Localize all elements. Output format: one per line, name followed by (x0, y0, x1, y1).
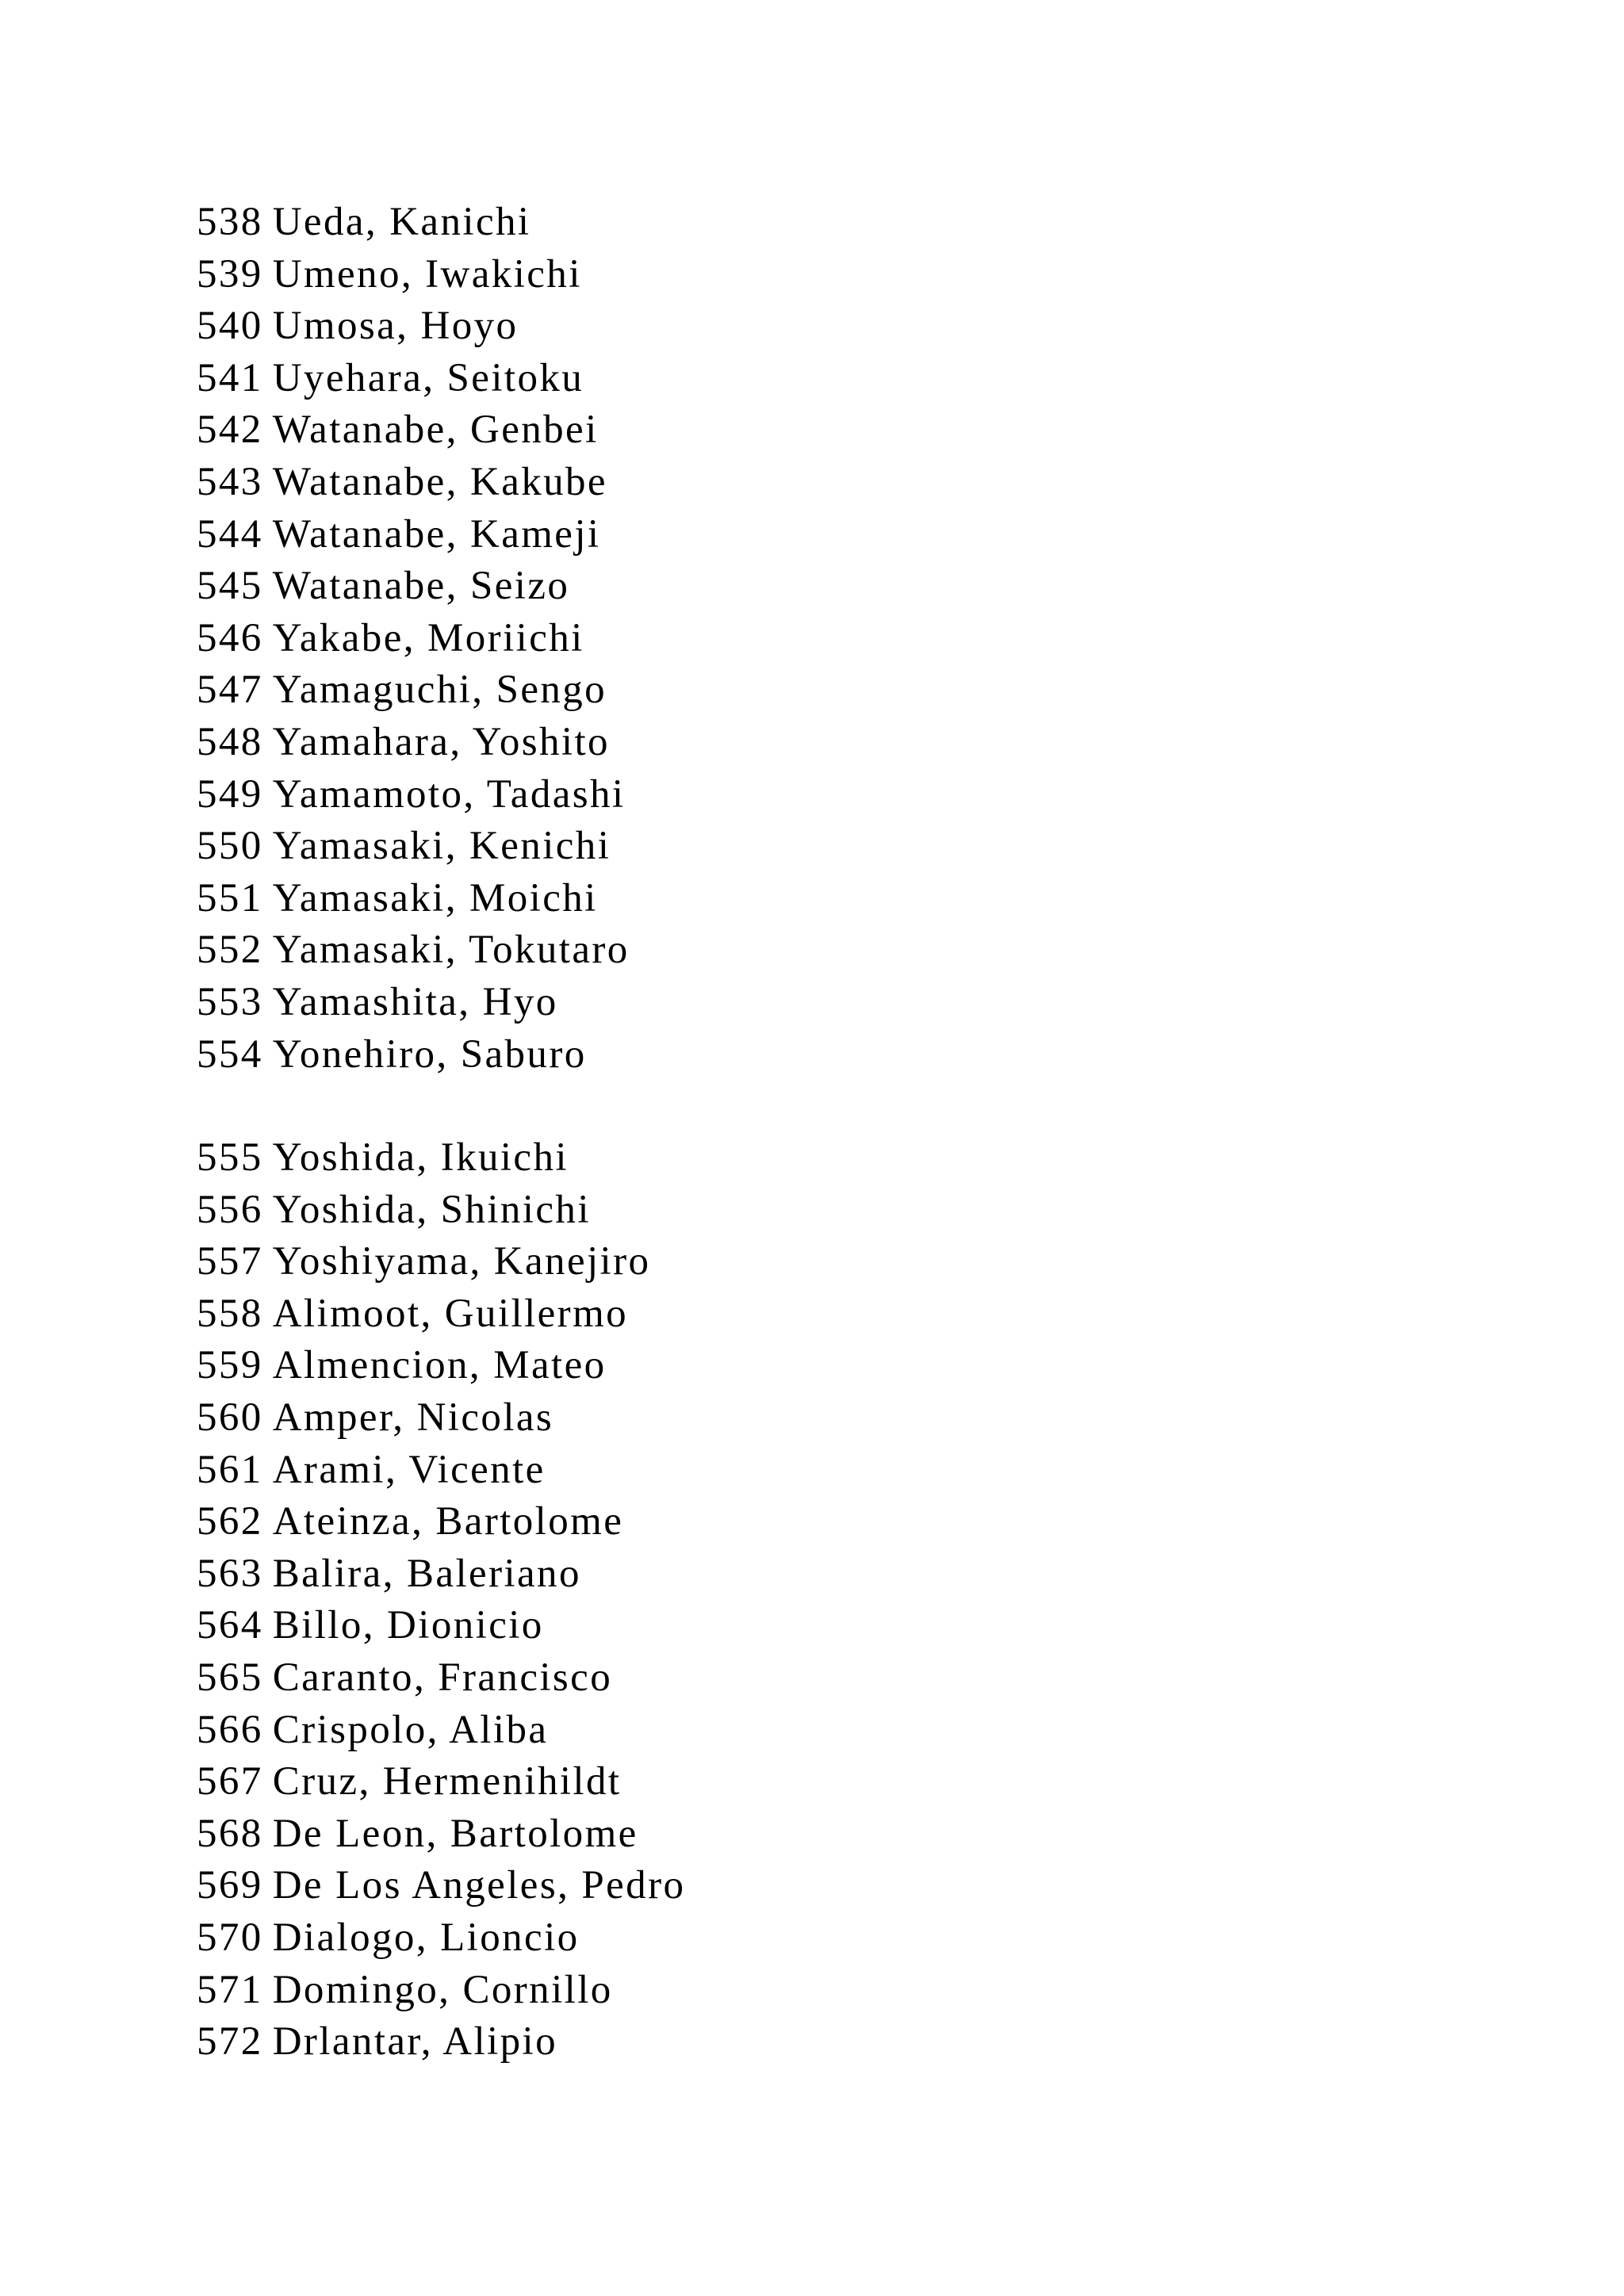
entry-number: 570 (197, 1915, 263, 1960)
list-item (197, 924, 630, 977)
list-item (197, 769, 630, 821)
entry-number: 542 (197, 408, 263, 453)
entry-name: Balira, Baleriano (272, 1551, 581, 1596)
list-item (197, 1445, 685, 1497)
list-item (197, 1132, 685, 1184)
list-item (197, 457, 630, 509)
list-item (197, 1548, 685, 1601)
entry-name: Watanabe, Kameji (272, 511, 601, 557)
entry-name: Dialogo, Lioncio (272, 1915, 580, 1960)
entry-number: 539 (197, 251, 263, 297)
entry-number: 549 (197, 771, 263, 817)
list-item (197, 561, 630, 613)
entry-number: 564 (197, 1603, 263, 1648)
list-item (197, 1808, 685, 1861)
list-item (197, 2016, 685, 2068)
entry-name: De Los Angeles, Pedro (272, 1863, 686, 1908)
entry-number: 538 (197, 200, 263, 244)
list-item (197, 1288, 685, 1341)
entry-number: 550 (197, 824, 263, 869)
entry-name: Alimoot, Guillermo (272, 1291, 629, 1336)
entry-number: 554 (197, 1031, 263, 1077)
entry-name: De Leon, Bartolome (272, 1811, 638, 1856)
entry-number: 553 (197, 979, 263, 1024)
list-item (197, 353, 630, 405)
entry-number: 561 (197, 1447, 263, 1492)
entry-number: 551 (197, 875, 263, 920)
list-item (197, 1652, 685, 1705)
entry-name: Amper, Nicolas (272, 1395, 554, 1440)
name-list-block (197, 1132, 685, 2068)
entry-name: Domingo, Cornillo (272, 1967, 613, 2012)
name-list-block (197, 197, 630, 1081)
entry-number: 544 (197, 511, 263, 557)
list-item (197, 873, 630, 925)
list-item (197, 1965, 685, 2017)
entry-name: Crispolo, Aliba (272, 1707, 549, 1752)
entry-number: 569 (197, 1863, 263, 1908)
entry-name: Umosa, Hoyo (272, 304, 519, 349)
entry-name: Yamashita, Hyo (272, 979, 558, 1024)
entry-number: 540 (197, 304, 263, 349)
list-item (197, 821, 630, 873)
list-item (197, 300, 630, 353)
entry-name: Watanabe, Seizo (272, 564, 570, 609)
entry-number: 559 (197, 1343, 263, 1388)
list-item (197, 1340, 685, 1392)
list-item (197, 509, 630, 561)
entry-number: 560 (197, 1395, 263, 1440)
entry-name: Cruz, Hermenihildt (272, 1759, 622, 1804)
list-item (197, 717, 630, 769)
entry-number: 567 (197, 1759, 263, 1804)
entry-name: Watanabe, Kakube (272, 459, 607, 504)
entry-name: Yamaguchi, Sengo (272, 668, 607, 713)
entry-name: Yamasaki, Moichi (272, 875, 598, 920)
entry-number: 568 (197, 1811, 263, 1856)
entry-name: Yakabe, Moriichi (272, 615, 584, 660)
entry-name: Ateinza, Bartolome (272, 1499, 624, 1544)
entry-name: Yamahara, Yoshito (272, 719, 610, 764)
entry-number: 565 (197, 1655, 263, 1700)
entry-name: Ueda, Kanichi (272, 200, 531, 244)
list-item (197, 1912, 685, 1965)
entry-number: 545 (197, 564, 263, 609)
list-item (197, 977, 630, 1029)
entry-name: Uyehara, Seitoku (272, 355, 584, 400)
entry-name: Yoshida, Ikuichi (272, 1135, 569, 1180)
entry-name: Yamasaki, Kenichi (272, 824, 611, 869)
entry-number: 563 (197, 1551, 263, 1596)
list-item (197, 664, 630, 717)
entry-name: Yonehiro, Saburo (272, 1031, 587, 1077)
list-item (197, 613, 630, 665)
entry-name: Arami, Vicente (272, 1447, 546, 1492)
list-item (197, 404, 630, 457)
entry-number: 571 (197, 1967, 263, 2012)
entry-name: Yamamoto, Tadashi (272, 771, 626, 817)
list-item (197, 1184, 685, 1237)
entry-number: 556 (197, 1187, 263, 1232)
entry-number: 546 (197, 615, 263, 660)
list-item (197, 1392, 685, 1445)
list-item (197, 1860, 685, 1912)
list-item (197, 1756, 685, 1808)
list-item (197, 1496, 685, 1548)
entry-name: Yamasaki, Tokutaro (272, 928, 630, 973)
entry-number: 557 (197, 1239, 263, 1284)
entry-name: Yoshiyama, Kanejiro (272, 1239, 651, 1284)
entry-name: Watanabe, Genbei (272, 408, 599, 453)
list-item (197, 1236, 685, 1288)
entry-number: 548 (197, 719, 263, 764)
list-item (197, 249, 630, 301)
entry-name: Billo, Dionicio (272, 1603, 544, 1648)
entry-number: 572 (197, 2019, 263, 2064)
entry-name: Yoshida, Shinichi (272, 1187, 591, 1232)
entry-number: 541 (197, 355, 263, 400)
entry-name: Umeno, Iwakichi (272, 251, 582, 297)
entry-name: Almencion, Mateo (272, 1343, 607, 1388)
entry-number: 543 (197, 459, 263, 504)
entry-number: 555 (197, 1135, 263, 1180)
list-item (197, 1705, 685, 1757)
list-item (197, 1029, 630, 1081)
list-item (197, 197, 630, 249)
entry-number: 566 (197, 1707, 263, 1752)
entry-name: Drlantar, Alipio (272, 2019, 557, 2064)
entry-name: Caranto, Francisco (272, 1655, 613, 1700)
entry-number: 547 (197, 668, 263, 713)
list-item (197, 1600, 685, 1652)
entry-number: 562 (197, 1499, 263, 1544)
entry-number: 552 (197, 928, 263, 973)
entry-number: 558 (197, 1291, 263, 1336)
